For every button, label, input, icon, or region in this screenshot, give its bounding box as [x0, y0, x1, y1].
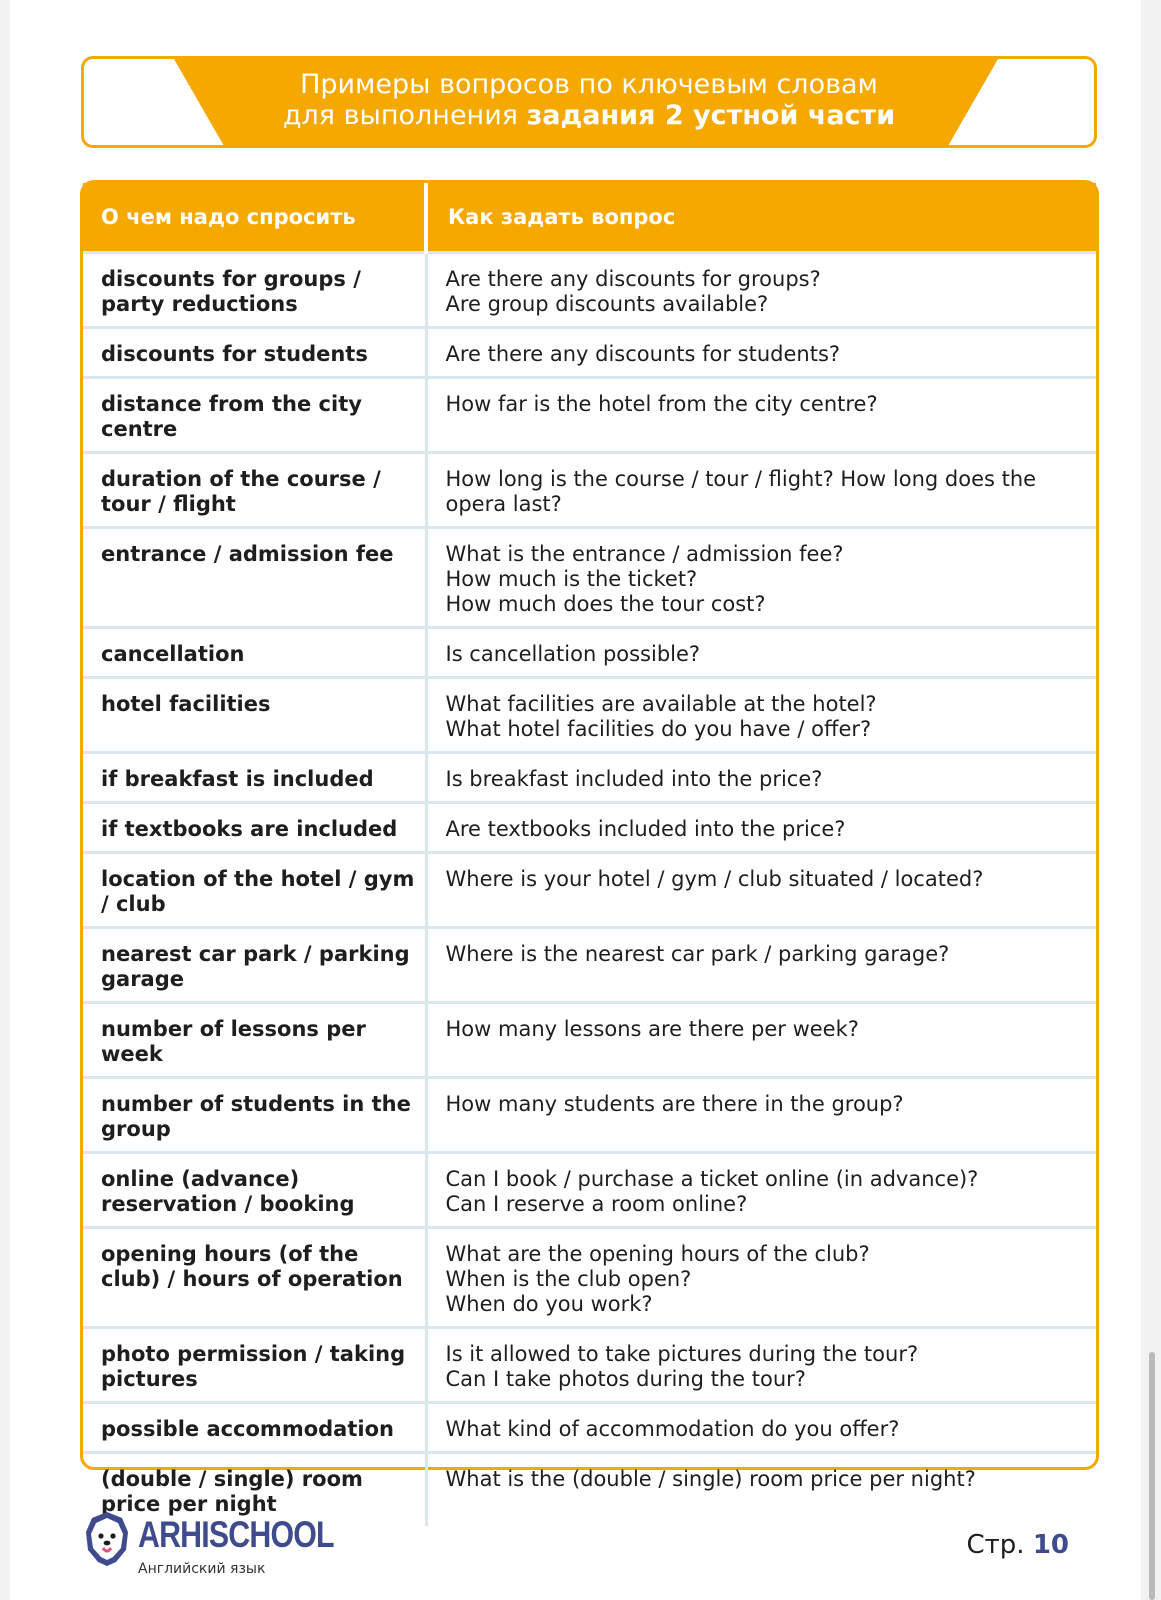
title-banner	[81, 56, 1097, 148]
table-row	[83, 1152, 1096, 1227]
row-questions: How many students are there in the group?	[426, 1077, 1096, 1152]
table-row	[83, 1227, 1096, 1327]
column-header-question: Как задать вопрос	[426, 183, 1096, 252]
table-row	[83, 627, 1096, 677]
page-number-value: 10	[1032, 1530, 1069, 1560]
table-row	[83, 527, 1096, 627]
row-topic: online (advance) reservation / booking	[83, 1152, 426, 1227]
table-row	[83, 677, 1096, 752]
row-topic: distance from the city centre	[83, 377, 426, 452]
row-questions: What facilities are available at the hotel? What hotel facilities do you have / offer?	[426, 677, 1096, 752]
row-topic: possible accommodation	[83, 1402, 426, 1452]
table-row	[83, 452, 1096, 527]
table-header-row	[83, 183, 1096, 252]
title-line-2	[84, 100, 1094, 131]
row-questions: What is the (double / single) room price per night?	[426, 1452, 1096, 1526]
table-row	[83, 327, 1096, 377]
table-row	[83, 927, 1096, 1002]
row-topic: discounts for students	[83, 327, 426, 377]
row-questions: Is breakfast included into the price?	[426, 752, 1096, 802]
row-questions: How many lessons are there per week?	[426, 1002, 1096, 1077]
page-number	[966, 1530, 1069, 1560]
row-topic: entrance / admission fee	[83, 527, 426, 627]
row-questions: Are there any discounts for students?	[426, 327, 1096, 377]
row-topic: discounts for groups / party reductions	[83, 252, 426, 327]
title-line-2-bold: задания 2 устной части	[526, 100, 896, 131]
row-questions: Is it allowed to take pictures during the tour? Can I take photos during the tour?	[426, 1327, 1096, 1402]
row-topic: location of the hotel / gym / club	[83, 852, 426, 927]
row-topic: duration of the course / tour / flight	[83, 452, 426, 527]
table-row	[83, 252, 1096, 327]
row-topic: cancellation	[83, 627, 426, 677]
row-questions: How long is the course / tour / flight? How long does the opera last?	[426, 452, 1096, 527]
row-topic: if textbooks are included	[83, 802, 426, 852]
samoyed-dog-logo-icon	[82, 1510, 132, 1568]
row-questions: What are the opening hours of the club? When is the club open? When do you work?	[426, 1227, 1096, 1327]
table-row	[83, 377, 1096, 452]
row-questions: How far is the hotel from the city centre?	[426, 377, 1096, 452]
table-row	[83, 1077, 1096, 1152]
row-questions: Where is your hotel / gym / club situated / located?	[426, 852, 1096, 927]
page-label: Стр.	[966, 1530, 1033, 1560]
table-row	[83, 1002, 1096, 1077]
page-title	[84, 69, 1094, 131]
row-topic: photo permission / taking pictures	[83, 1327, 426, 1402]
brand-name: ARHISCHOOL	[138, 1514, 334, 1555]
row-questions: Are there any discounts for groups? Are group discounts available?	[426, 252, 1096, 327]
questions-table	[80, 180, 1099, 1516]
title-line-2-regular: для выполнения	[282, 100, 527, 131]
row-topic: number of students in the group	[83, 1077, 426, 1152]
row-topic: opening hours (of the club) / hours of operation	[83, 1227, 426, 1327]
document-page	[10, 0, 1141, 1600]
table-row	[83, 802, 1096, 852]
row-topic: (double / single) room price per night	[83, 1452, 426, 1526]
table-row	[83, 852, 1096, 927]
row-topic: number of lessons per week	[83, 1002, 426, 1077]
row-questions: Where is the nearest car park / parking garage?	[426, 927, 1096, 1002]
row-questions: What kind of accommodation do you offer?	[426, 1402, 1096, 1452]
row-questions: What is the entrance / admission fee? How much is the ticket? How much does the tour cost?	[426, 527, 1096, 627]
row-questions: Are textbooks included into the price?	[426, 802, 1096, 852]
row-questions: Is cancellation possible?	[426, 627, 1096, 677]
row-topic: if breakfast is included	[83, 752, 426, 802]
scrollbar-track[interactable]	[1141, 0, 1161, 1600]
table-row	[83, 752, 1096, 802]
row-questions: Can I book / purchase a ticket online (in advance)? Can I reserve a room online?	[426, 1152, 1096, 1227]
row-topic: hotel facilities	[83, 677, 426, 752]
title-line-1: Примеры вопросов по ключевым словам	[300, 69, 878, 100]
column-header-topic: О чем надо спросить	[83, 183, 426, 252]
scrollbar-thumb[interactable]	[1149, 1352, 1155, 1600]
row-topic: nearest car park / parking garage	[83, 927, 426, 1002]
table-row	[83, 1402, 1096, 1452]
table-row	[83, 1327, 1096, 1402]
brand-subtitle: Английский язык	[138, 1561, 266, 1577]
